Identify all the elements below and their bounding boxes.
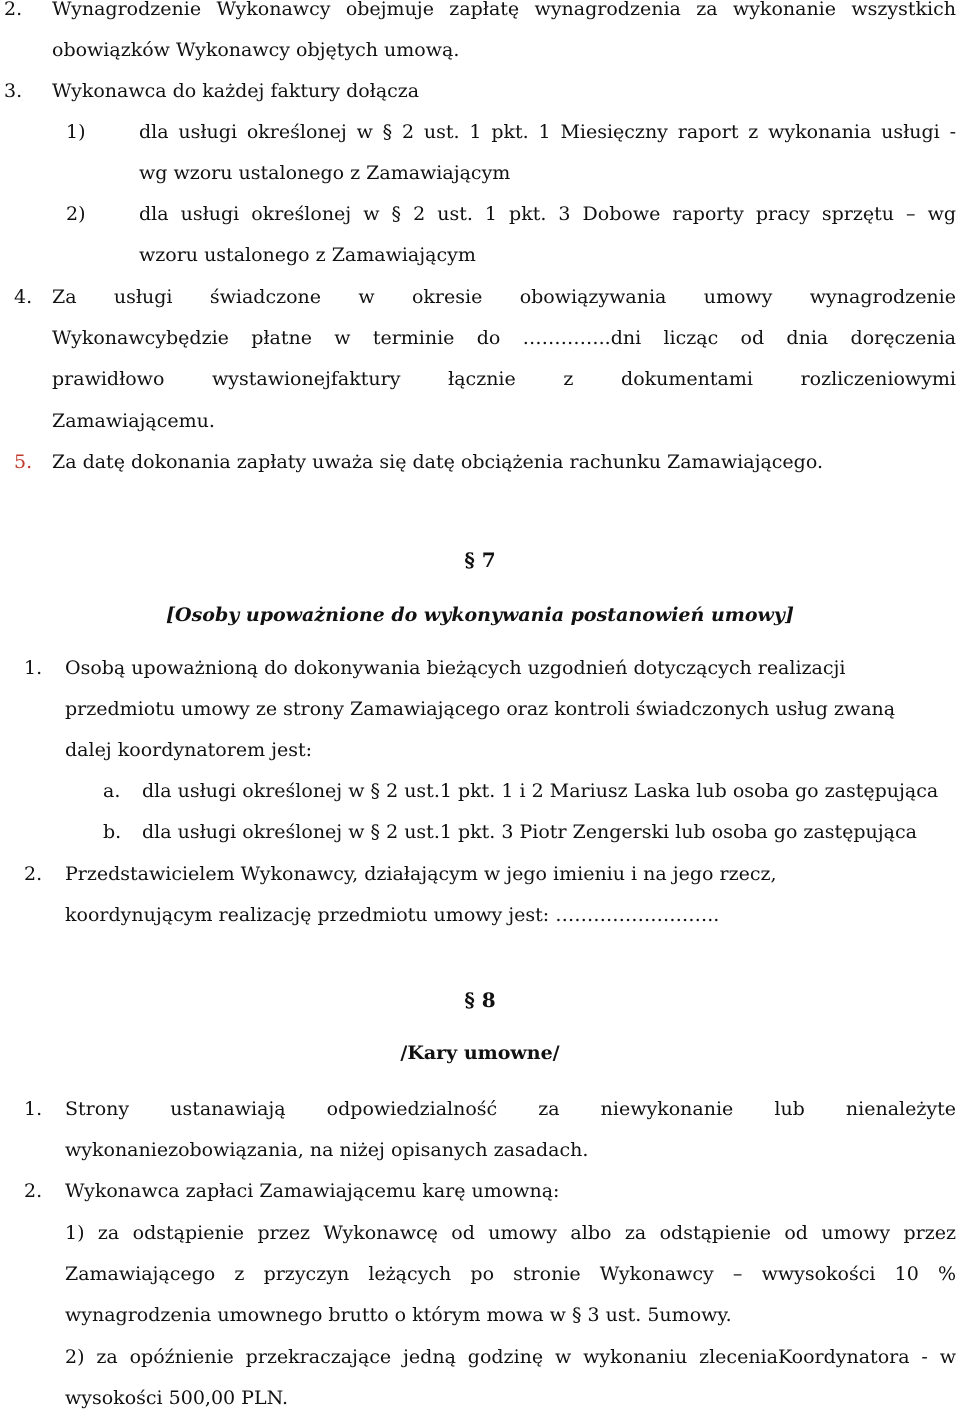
list-item: dla usługi określonej w § 2 ust.1 pkt. 1 i 2 Mariusz Laska lub osoba go zastępująca <box>142 780 939 802</box>
section-heading: § 7 <box>464 548 496 572</box>
paragraph-number: 4. <box>14 286 33 308</box>
paragraph-line: Wykonawca do każdej faktury dołącza <box>52 80 420 102</box>
subitem-line: wynagrodzenia umownego brutto o którym mowa w § 3 ust. 5umowy. <box>65 1304 732 1326</box>
paragraph-number: 5. <box>14 451 33 473</box>
paragraph-number: 1. <box>24 1098 43 1120</box>
subitem-line: 2) za opóźnienie przekraczające jedną godzinę w wykonaniu zleceniaKoordynatora - w <box>65 1346 956 1368</box>
paragraph-line: Wykonawcybędzie płatne w terminie do …………..dni licząc od dnia doręczenia <box>52 327 956 349</box>
paragraph-number: 2. <box>4 0 23 20</box>
paragraph-line: dalej koordynatorem jest: <box>65 739 313 761</box>
list-item: dla usługi określonej w § 2 ust.1 pkt. 3 Piotr Zengerski lub osoba go zastępująca <box>142 821 917 843</box>
subitem-line: Zamawiającego z przyczyn leżących po stronie Wykonawcy – wwysokości 10 % <box>65 1263 956 1285</box>
paragraph-line: Strony ustanawiają odpowiedzialność za niewykonanie lub nienależyte <box>65 1098 956 1120</box>
section-title: [Osoby upoważnione do wykonywania postanowień umowy] <box>166 604 794 626</box>
paragraph-number: 3. <box>4 80 23 102</box>
paragraph-line: koordynującym realizację przedmiotu umowy jest: …………………….. <box>65 904 720 926</box>
subitem-line: dla usługi określonej w § 2 ust. 1 pkt. 1 Miesięczny raport z wykonania usługi - <box>139 121 956 143</box>
paragraph-line: Wynagrodzenie Wykonawcy obejmuje zapłatę wynagrodzenia za wykonanie wszystkich <box>52 0 956 20</box>
paragraph-line: Wykonawca zapłaci Zamawiającemu karę umowną: <box>65 1180 560 1202</box>
subitem-line: wg wzoru ustalonego z Zamawiającym <box>139 162 511 184</box>
paragraph-line: Za usługi świadczone w okresie obowiązywania umowy wynagrodzenie <box>52 286 956 308</box>
subitem-line: wysokości 500,00 PLN. <box>65 1387 289 1409</box>
paragraph-number: 2. <box>24 863 43 885</box>
section-title: /Kary umowne/ <box>400 1042 560 1064</box>
paragraph-line: prawidłowo wystawionejfaktury łącznie z dokumentami rozliczeniowymi <box>52 368 956 390</box>
paragraph-number: 2. <box>24 1180 43 1202</box>
list-marker: a. <box>103 780 121 802</box>
paragraph-line: przedmiotu umowy ze strony Zamawiającego oraz kontroli świadczonych usług zwaną <box>65 698 896 720</box>
paragraph-line: Przedstawicielem Wykonawcy, działającym w jego imieniu i na jego rzecz, <box>65 863 777 885</box>
paragraph-line: Za datę dokonania zapłaty uważa się datę obciążenia rachunku Zamawiającego. <box>52 451 823 473</box>
list-marker: b. <box>103 821 122 843</box>
paragraph-line: Zamawiającemu. <box>52 410 215 432</box>
paragraph-number: 1. <box>24 657 43 679</box>
section-heading: § 8 <box>464 988 496 1012</box>
paragraph-line: wykonaniezobowiązania, na niżej opisanych zasadach. <box>65 1139 589 1161</box>
subitem-number: 1) <box>66 121 86 143</box>
subitem-line: dla usługi określonej w § 2 ust. 1 pkt. 3 Dobowe raporty pracy sprzętu – wg <box>139 203 956 225</box>
subitem-number: 2) <box>66 203 86 225</box>
paragraph-line: Osobą upoważnioną do dokonywania bieżących uzgodnień dotyczących realizacji <box>65 657 846 679</box>
paragraph-line: obowiązków Wykonawcy objętych umową. <box>52 39 460 61</box>
subitem-line: wzoru ustalonego z Zamawiającym <box>139 244 476 266</box>
subitem-line: 1) za odstąpienie przez Wykonawcę od umowy albo za odstąpienie od umowy przez <box>65 1222 956 1244</box>
